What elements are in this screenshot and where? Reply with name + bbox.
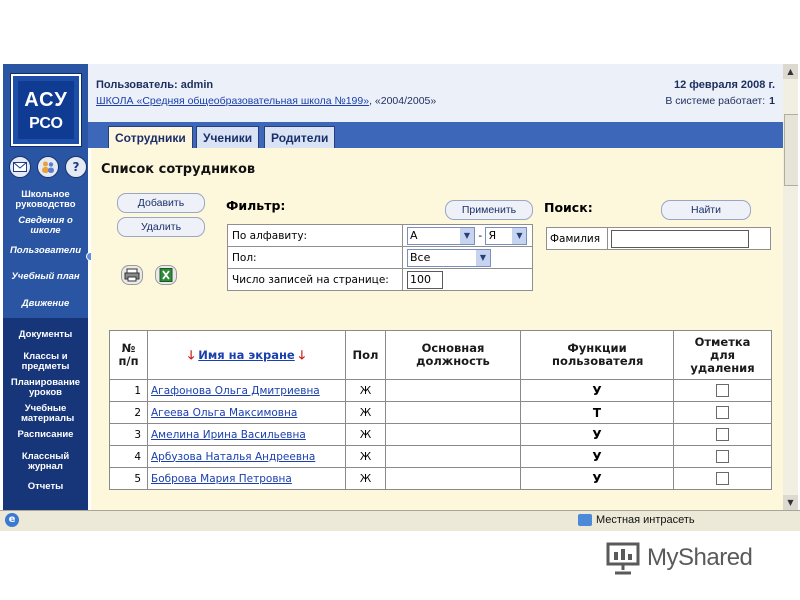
delete-checkbox[interactable] — [716, 450, 729, 463]
row-delete-cell — [674, 424, 772, 446]
find-button[interactable]: Найти — [661, 200, 751, 220]
table-row — [110, 446, 772, 468]
employees-table — [109, 330, 772, 490]
main-content — [91, 148, 783, 510]
security-zone — [596, 514, 695, 526]
row-name-cell — [148, 402, 346, 424]
row-position — [386, 424, 521, 446]
logo[interactable] — [11, 74, 81, 146]
status-bar — [0, 510, 800, 531]
filter-label: Фильтр: — [226, 198, 286, 213]
nav-item-class-journal[interactable]: Классный журнал — [21, 451, 70, 472]
nav-item-school-info[interactable]: Сведения о школе — [18, 215, 73, 236]
filter-table — [227, 224, 533, 291]
row-position — [386, 468, 521, 490]
row-functions: У — [521, 424, 674, 446]
delete-checkbox[interactable] — [716, 384, 729, 397]
watermark-text: MyShared — [647, 544, 753, 571]
nav-item-classes-subjects[interactable]: Классы и предметы — [21, 351, 70, 372]
online-users — [665, 95, 775, 107]
alpha-to-value: Я — [488, 228, 497, 242]
header — [88, 64, 783, 122]
vertical-scrollbar[interactable] — [783, 64, 798, 510]
nav-item-study-materials[interactable]: Учебные материалы — [21, 403, 75, 424]
row-gender: Ж — [346, 380, 386, 402]
nav-item-movement[interactable]: Движение — [21, 298, 70, 309]
tab-students[interactable]: Ученики — [196, 126, 259, 149]
security-zone-label: Местная интрасеть — [596, 514, 695, 526]
row-name-cell — [148, 380, 346, 402]
alpha-separator: - — [478, 229, 483, 242]
nav-main — [3, 190, 88, 325]
row-number: 5 — [110, 468, 148, 490]
search-label: Поиск: — [544, 200, 593, 215]
perpage-label: Число записей на странице: — [228, 269, 403, 291]
alpha-filter-cell — [403, 225, 533, 247]
col-header-functions — [521, 331, 674, 380]
delete-button[interactable]: Удалить — [117, 217, 205, 237]
nav-item-schedule[interactable]: Расписание — [17, 429, 74, 440]
school-link[interactable]: ШКОЛА «Средняя общеобразовательная школа №199» — [96, 95, 370, 107]
col-header-position-label: Основная должность — [416, 341, 490, 368]
table-row — [110, 402, 772, 424]
row-number: 4 — [110, 446, 148, 468]
nav-item-documents[interactable]: Документы — [18, 329, 73, 340]
tab-employees[interactable]: Сотрудники — [108, 126, 193, 149]
alpha-from-value: А — [410, 228, 418, 242]
row-name-cell — [148, 424, 346, 446]
page-title: Список сотрудников — [101, 162, 256, 177]
logo-line1: АСУ — [24, 89, 68, 111]
row-number: 3 — [110, 424, 148, 446]
row-gender: Ж — [346, 446, 386, 468]
row-functions: Т — [521, 402, 674, 424]
presentation-icon — [605, 540, 641, 576]
current-user: Пользователь: admin — [96, 79, 214, 91]
row-delete-cell — [674, 446, 772, 468]
col-header-delete-mark — [674, 331, 772, 380]
intranet-icon — [578, 514, 592, 526]
gender-value: Все — [410, 250, 431, 264]
alpha-filter-label: По алфавиту: — [228, 225, 403, 247]
nav-item-curriculum[interactable]: Учебный план — [11, 271, 80, 282]
current-date: 12 февраля 2008 г. — [673, 79, 775, 91]
col-header-gender: Пол — [346, 331, 386, 380]
row-gender: Ж — [346, 468, 386, 490]
watermark — [605, 540, 785, 576]
tab-bar — [88, 122, 783, 148]
nav-item-users[interactable]: Пользователи — [9, 245, 82, 256]
row-position — [386, 380, 521, 402]
col-header-name[interactable] — [148, 331, 346, 380]
row-gender: Ж — [346, 424, 386, 446]
surname-search-input[interactable] — [611, 230, 749, 248]
employee-link[interactable]: Амелина Ирина Васильевна — [151, 428, 306, 441]
sidebar-icons — [9, 156, 85, 180]
logo-panel — [18, 81, 74, 139]
col-header-num — [110, 331, 148, 380]
apply-button[interactable]: Применить — [445, 200, 533, 220]
mail-icon[interactable] — [9, 156, 31, 178]
online-label: В системе работает: — [665, 95, 766, 107]
print-icon[interactable] — [121, 265, 143, 285]
col-header-num-label: № п/п — [118, 341, 139, 368]
row-name-cell — [148, 468, 346, 490]
row-functions: У — [521, 468, 674, 490]
sort-arrow-down-icon[interactable]: 🡓 — [187, 347, 195, 362]
delete-checkbox[interactable] — [716, 428, 729, 441]
alpha-to-select[interactable] — [485, 227, 527, 245]
gender-filter-label: Пол: — [228, 247, 403, 269]
employee-link[interactable]: Агафонова Ольга Дмитриевна — [151, 384, 320, 397]
table-row — [110, 468, 772, 490]
employee-link[interactable]: Агеева Ольга Максимовна — [151, 406, 298, 419]
row-position — [386, 446, 521, 468]
chevron-down-icon: ▼ — [512, 228, 526, 244]
search-field-label: Фамилия — [547, 228, 608, 250]
table-row — [110, 424, 772, 446]
school-info — [96, 95, 436, 107]
table-row — [110, 380, 772, 402]
gender-select[interactable] — [407, 249, 491, 267]
row-functions: У — [521, 446, 674, 468]
perpage-cell — [403, 269, 533, 291]
scroll-down-icon[interactable]: ▼ — [783, 495, 798, 510]
nav-item-reports[interactable]: Отчеты — [27, 481, 64, 492]
sort-by-name-link[interactable]: Имя на экране — [198, 347, 295, 362]
add-button[interactable]: Добавить — [117, 193, 205, 213]
delete-checkbox[interactable] — [716, 472, 729, 485]
employee-link[interactable]: Арбузова Наталья Андреевна — [151, 450, 316, 463]
col-header-delete-mark-label: Отметка для удаления — [690, 334, 755, 375]
col-header-functions-label: Функции пользователя — [552, 341, 644, 368]
users-icon[interactable] — [37, 156, 59, 178]
gender-filter-cell — [403, 247, 533, 269]
sort-arrow-down-icon[interactable]: 🡓 — [298, 347, 305, 362]
row-name-cell — [148, 446, 346, 468]
search-cell — [608, 228, 771, 250]
row-functions: У — [521, 380, 674, 402]
perpage-input[interactable]: 100 — [407, 271, 443, 289]
tab-parents[interactable]: Родители — [264, 126, 335, 149]
employee-link[interactable]: Боброва Мария Петровна — [151, 472, 292, 485]
nav-item-school-management[interactable]: Школьное руководство — [15, 189, 76, 210]
row-number: 1 — [110, 380, 148, 402]
delete-checkbox[interactable] — [716, 406, 729, 419]
sidebar — [3, 64, 88, 510]
row-gender: Ж — [346, 402, 386, 424]
nav-secondary — [3, 318, 88, 510]
scroll-up-icon[interactable]: ▲ — [783, 64, 798, 79]
browser-page-icon: e — [5, 513, 19, 527]
alpha-from-select[interactable] — [407, 227, 475, 245]
help-icon[interactable]: ? — [65, 156, 87, 178]
row-delete-cell — [674, 402, 772, 424]
chevron-down-icon: ▼ — [476, 250, 490, 266]
logo-line2: РСО — [29, 115, 63, 132]
scroll-thumb[interactable] — [784, 114, 798, 186]
school-year: , «2004/2005» — [369, 95, 437, 107]
nav-item-lesson-planning[interactable]: Планирование уроков — [10, 377, 81, 398]
chevron-down-icon: ▼ — [460, 228, 474, 244]
row-number: 2 — [110, 402, 148, 424]
row-delete-cell — [674, 468, 772, 490]
row-position — [386, 402, 521, 424]
table-header-row — [110, 331, 772, 380]
excel-icon[interactable] — [155, 265, 177, 285]
col-header-position — [386, 331, 521, 380]
row-delete-cell — [674, 380, 772, 402]
app-window — [3, 64, 798, 510]
online-count: 1 — [769, 95, 775, 107]
search-table — [546, 227, 771, 250]
